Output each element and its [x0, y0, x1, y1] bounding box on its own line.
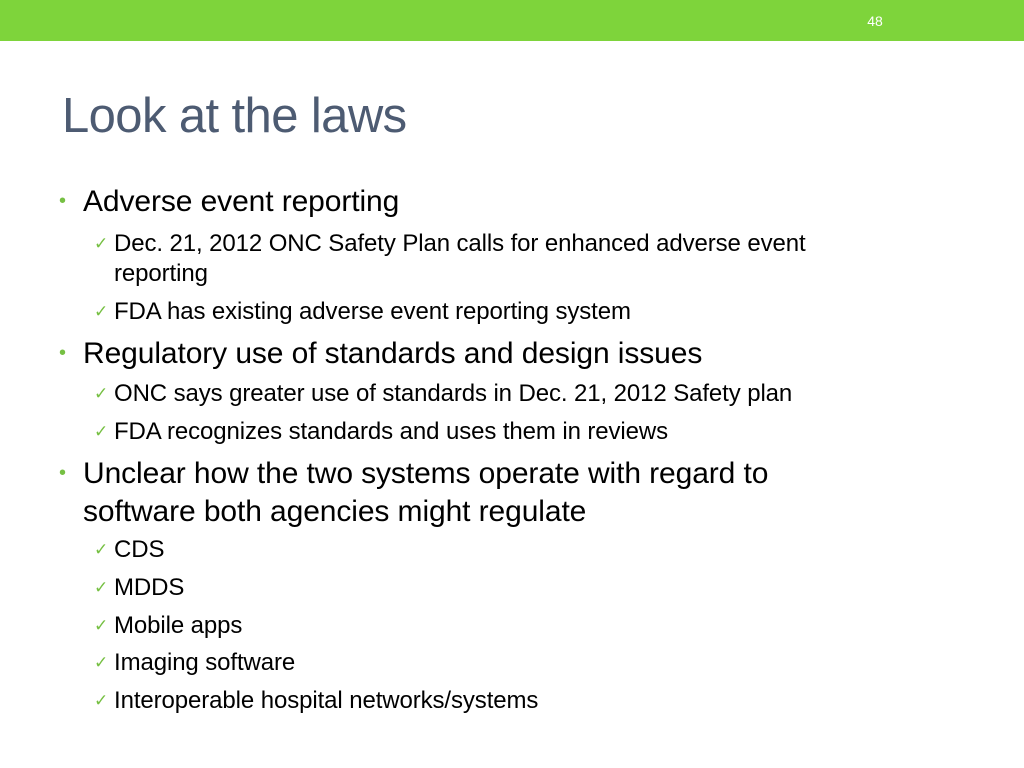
checkmark-icon: ✓: [94, 578, 109, 597]
bullet-dot-icon: •: [59, 462, 67, 484]
sub-bullet-text: Dec. 21, 2012 ONC Safety Plan calls for enhanced adverse event: [114, 230, 806, 257]
checkmark-icon: ✓: [94, 616, 109, 635]
checkmark-icon: ✓: [94, 691, 109, 710]
checkmark-icon: ✓: [94, 234, 109, 253]
bullet-text: Adverse event reporting: [83, 185, 400, 218]
checkmark-icon: ✓: [94, 422, 109, 441]
slide-number: 48: [867, 13, 883, 29]
checkmark-icon: ✓: [94, 384, 109, 403]
bullet-text: Regulatory use of standards and design issues: [83, 337, 703, 370]
sub-bullet-text: ONC says greater use of standards in Dec. 21, 2012 Safety plan: [114, 380, 793, 407]
sub-bullet-text: Mobile apps: [114, 612, 243, 639]
sub-bullet-text: FDA has existing adverse event reporting system: [114, 298, 631, 325]
sub-bullet-text: FDA recognizes standards and uses them in reviews: [114, 418, 669, 445]
checkmark-icon: ✓: [94, 302, 109, 321]
sub-bullet-text: CDS: [114, 536, 165, 563]
sub-bullet-text: MDDS: [114, 574, 185, 601]
sub-bullet-text: Interoperable hospital networks/systems: [114, 687, 539, 714]
bullet-text-continued: software both agencies might regulate: [83, 495, 587, 528]
sub-bullet-text: Imaging software: [114, 649, 296, 676]
sub-bullet-text-continued: reporting: [114, 260, 208, 287]
bullet-text: Unclear how the two systems operate with regard to: [83, 457, 769, 490]
bullet-dot-icon: •: [59, 342, 67, 364]
checkmark-icon: ✓: [94, 653, 109, 672]
checkmark-icon: ✓: [94, 540, 109, 559]
bullet-dot-icon: •: [59, 190, 67, 212]
slide-title: Look at the laws: [62, 89, 407, 143]
